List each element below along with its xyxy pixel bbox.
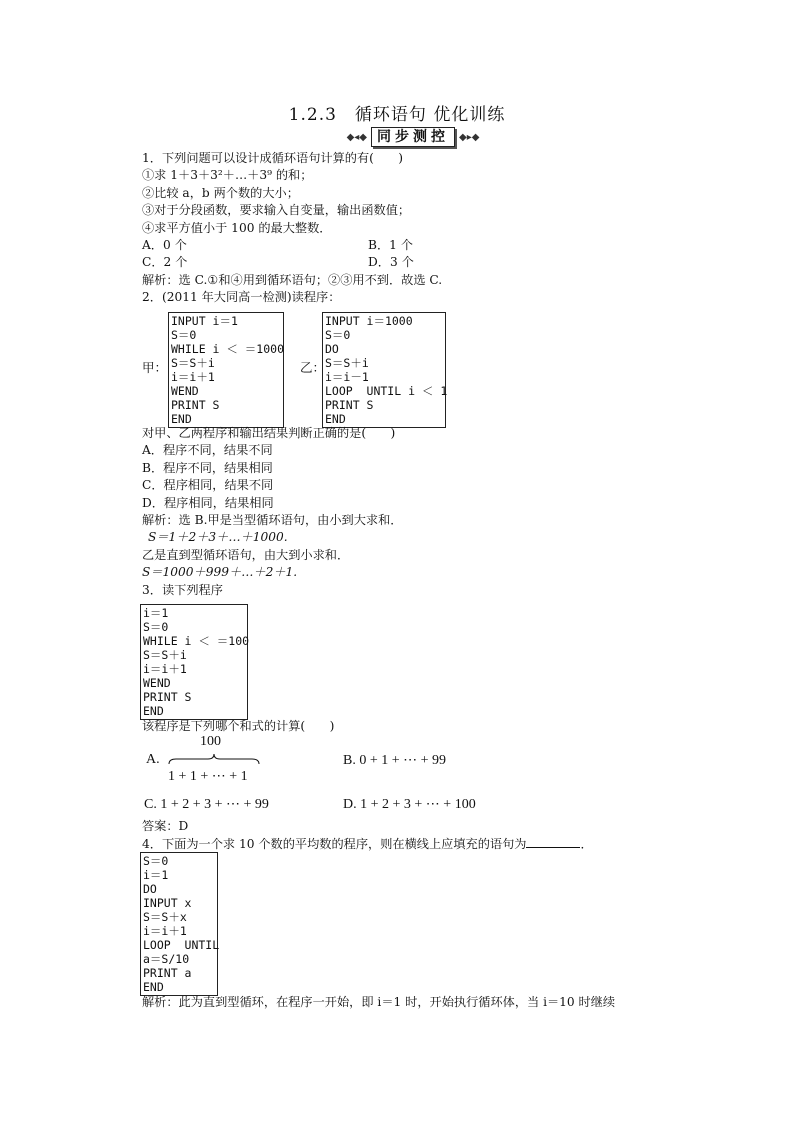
q2-analysis: 乙是直到型循环语句，由大到小求和． bbox=[142, 547, 350, 562]
q2-question: 对甲、乙两程序和输出结果判断正确的是( ) bbox=[142, 426, 396, 440]
q1-option-b: B．1 个 bbox=[368, 238, 413, 253]
section-banner bbox=[328, 126, 498, 148]
q1-item: ②比较 a，b 两个数的大小； bbox=[142, 185, 299, 200]
code-line: END bbox=[143, 980, 164, 994]
code-line: S＝0 bbox=[171, 328, 197, 342]
banner-label: 同步测控 bbox=[371, 127, 455, 147]
q1-option-c: C．2 个 bbox=[142, 255, 188, 270]
q3-option-a-label: A. bbox=[146, 752, 160, 767]
q3-answer: 答案：D bbox=[142, 819, 189, 833]
q3-option-b: B. 0 + 1 + ⋯ + 99 bbox=[343, 753, 447, 768]
q1-analysis: 解析：选 C.①和④用到循环语句；②③用不到．故选 C. bbox=[142, 272, 443, 287]
code-line: PRINT S bbox=[171, 398, 220, 412]
code-line: INPUT x bbox=[143, 896, 192, 910]
q3-option-a-expr: 1 + 1 + ⋯ + 1 bbox=[168, 769, 248, 784]
q2-option-b: B．程序不同，结果相同 bbox=[142, 460, 273, 475]
q1-item: ①求 1＋3＋3²＋…＋3⁹ 的和； bbox=[142, 168, 313, 183]
program-a-code bbox=[168, 312, 284, 428]
q1-options-row bbox=[142, 254, 702, 271]
diamond-deco-icon: ◆◂◆ bbox=[346, 131, 367, 143]
q4-analysis: 解析：此为直到型循环，在程序一开始，即 i＝1 时，开始执行循环体，当 i＝10 时继续 bbox=[142, 995, 616, 1009]
q4-analysis-block bbox=[142, 994, 702, 1011]
code-line: S＝S＋i bbox=[325, 356, 369, 370]
q4-stem: 4．下面为一个求 10 个数的平均数的程序，则在横线上应填充的语句为 bbox=[142, 837, 527, 852]
q2-option-a: A．程序不同，结果不同 bbox=[142, 443, 273, 458]
q1-option-a: A．0 个 bbox=[142, 238, 187, 253]
code-line: INPUT i＝1 bbox=[171, 314, 238, 328]
q1-options-row bbox=[142, 237, 702, 254]
q3-option-a-count: 100 bbox=[200, 734, 221, 749]
q1-item: ④求平方值小于 100 的最大整数． bbox=[142, 220, 332, 235]
question-2-options bbox=[142, 425, 702, 599]
code-line: END bbox=[325, 412, 346, 426]
underbrace-icon bbox=[168, 752, 260, 766]
code-line: i＝i－1 bbox=[325, 370, 369, 384]
code-line: INPUT i＝1000 bbox=[325, 314, 413, 328]
code-line: DO bbox=[143, 882, 157, 896]
code-line: DO bbox=[325, 342, 339, 356]
code-line: WHILE i ＜ ＝100 bbox=[143, 634, 250, 648]
q2-analysis: S＝1＋2＋3＋…＋1000. bbox=[148, 530, 288, 545]
q3-program-code bbox=[140, 604, 248, 720]
question-1 bbox=[142, 150, 702, 307]
code-line: i＝i＋1 bbox=[143, 662, 187, 676]
q2-analysis: 解析：选 B.甲是当型循环语句，由小到大求和． bbox=[142, 513, 403, 528]
page-title: 1.2.3 循环语句 优化训练 bbox=[288, 105, 506, 125]
code-line: PRINT S bbox=[143, 690, 192, 704]
q3-question: 该程序是下列哪个和式的计算( ) bbox=[142, 719, 335, 733]
code-line: LOOP UNTIL bbox=[143, 938, 220, 952]
code-line: END bbox=[171, 412, 192, 426]
program-b-code bbox=[322, 312, 446, 428]
code-line: END bbox=[143, 704, 164, 718]
code-line: i＝i＋1 bbox=[171, 370, 215, 384]
q1-option-d: D．3 个 bbox=[368, 255, 414, 270]
q3-question-line bbox=[142, 718, 702, 735]
code-line: WHILE i ＜ ＝1000 bbox=[171, 342, 285, 356]
q2-stem: 2．(2011 年大同高一检测)读程序： bbox=[142, 290, 341, 305]
code-line: WEND bbox=[171, 384, 199, 398]
code-line: S＝0 bbox=[143, 620, 169, 634]
q4-stem-end: ． bbox=[580, 837, 593, 852]
q3-stem: 3．读下列程序 bbox=[142, 582, 223, 597]
code-line: S＝S＋i bbox=[143, 648, 187, 662]
q4-program-code bbox=[140, 852, 218, 996]
program-b-label: 乙： bbox=[300, 360, 326, 375]
code-line: PRINT a bbox=[143, 966, 192, 980]
code-line: S＝S＋i bbox=[171, 356, 215, 370]
program-a-label: 甲： bbox=[142, 360, 168, 375]
code-line: i＝i＋1 bbox=[143, 924, 187, 938]
q1-stem: 1．下列问题可以设计成循环语句计算的有( ) bbox=[142, 151, 404, 165]
q2-analysis: S＝1000＋999＋…＋2＋1. bbox=[142, 565, 298, 580]
q3-option-c: C. 1 + 2 + 3 + ⋯ + 99 bbox=[144, 797, 269, 812]
code-line: S＝0 bbox=[143, 854, 169, 868]
code-line: S＝0 bbox=[325, 328, 351, 342]
code-line: i＝1 bbox=[143, 606, 169, 620]
q3-answer-block bbox=[142, 818, 702, 854]
code-line: WEND bbox=[143, 676, 171, 690]
q3-option-d: D. 1 + 2 + 3 + ⋯ + 100 bbox=[343, 797, 476, 812]
code-line: LOOP UNTIL i ＜ 1 bbox=[325, 384, 448, 398]
q2-option-d: D．程序相同，结果相同 bbox=[142, 495, 274, 510]
code-line: a＝S/10 bbox=[143, 952, 190, 966]
fill-blank bbox=[526, 835, 580, 848]
q2-option-c: C．程序相同，结果不同 bbox=[142, 478, 274, 493]
q4-stem-line bbox=[142, 835, 702, 853]
q1-item: ③对于分段函数，要求输入自变量，输出函数值； bbox=[142, 203, 411, 218]
code-line: i＝1 bbox=[143, 868, 169, 882]
diamond-deco-icon: ◆▸◆ bbox=[459, 131, 480, 143]
code-line: PRINT S bbox=[325, 398, 374, 412]
code-line: S＝S＋x bbox=[143, 910, 187, 924]
